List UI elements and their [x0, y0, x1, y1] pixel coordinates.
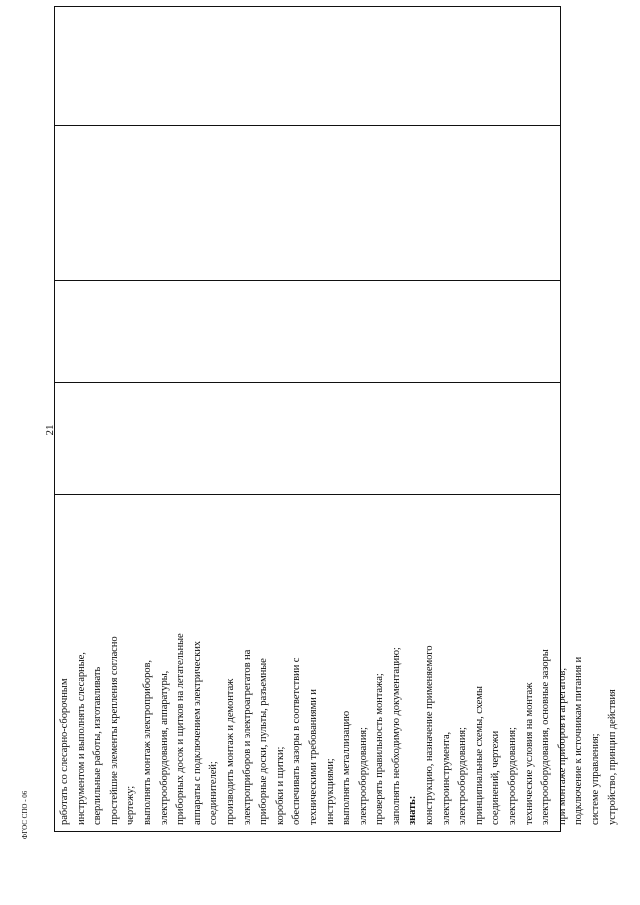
- text-line: обеспечивать зазоры в соответствии с: [291, 657, 303, 825]
- text-line: электрооборудования, аппаратуры,: [158, 670, 170, 825]
- text-line: приборных досок и щитков на летательные: [175, 633, 187, 825]
- text-line: подключение к источникам питания и: [573, 656, 585, 825]
- text-line: выполнять монтаж электроприборов,: [141, 660, 153, 825]
- text-line: конструкцию, назначение применяемого: [424, 645, 436, 825]
- text-line: при монтаже приборов и агрегатов;: [556, 667, 568, 825]
- cell-divider: [55, 280, 560, 281]
- text-line: работать со слесарно-сборочным: [59, 678, 70, 825]
- text-line: электрооборудования;: [357, 727, 369, 825]
- text-line: соединителей;: [208, 761, 220, 825]
- skills-text: [57, 499, 621, 825]
- text-line: аппараты с подключением электрических: [191, 641, 203, 825]
- text-line: соединений, чертежи: [490, 730, 502, 825]
- skills-knowledge-cell: [55, 495, 618, 831]
- text-line: сверлильные работы, изготавливать: [92, 666, 104, 825]
- text-line: выполнять металлизацию: [341, 710, 353, 825]
- cell-divider: [55, 125, 560, 126]
- text-line: инструкциями;: [324, 758, 336, 825]
- text-line: приборные доски, пульты, разъемные: [258, 658, 270, 825]
- text-line: простейшие элементы крепления согласно: [108, 636, 120, 825]
- text-line: инструментом и выполнять слесарные,: [75, 652, 87, 825]
- competency-table: [54, 6, 618, 832]
- text-line: заполнять необходимую документацию;: [390, 647, 402, 825]
- text-line: электрооборудования;: [507, 727, 519, 825]
- text-line: технические условия на монтаж: [523, 682, 535, 825]
- text-line: электрооборудования;: [457, 727, 469, 825]
- page-number: 21: [44, 424, 56, 436]
- text-line: техническими требованиями и: [307, 689, 319, 825]
- text-line: коробки и щитки;: [274, 746, 286, 825]
- text-line: устройство, принцип действия: [606, 689, 618, 825]
- text-line: знать:: [407, 795, 419, 825]
- cell-divider: [55, 382, 560, 383]
- text-line: электроприборов и электроагрегатов на: [241, 649, 253, 825]
- text-line: чертежу;: [125, 785, 137, 825]
- text-line: электрооборудования, основные зазоры: [540, 649, 552, 825]
- text-line: электроинструмента,: [440, 731, 452, 825]
- text-line: производить монтаж и демонтаж: [224, 678, 236, 825]
- text-line: принципиальные схемы, схемы: [473, 686, 485, 825]
- footer-code: ФГОС СПО - 06: [21, 790, 29, 840]
- text-line: системе управления;: [590, 733, 601, 825]
- text-line: проверять правильность монтажа;: [374, 673, 386, 825]
